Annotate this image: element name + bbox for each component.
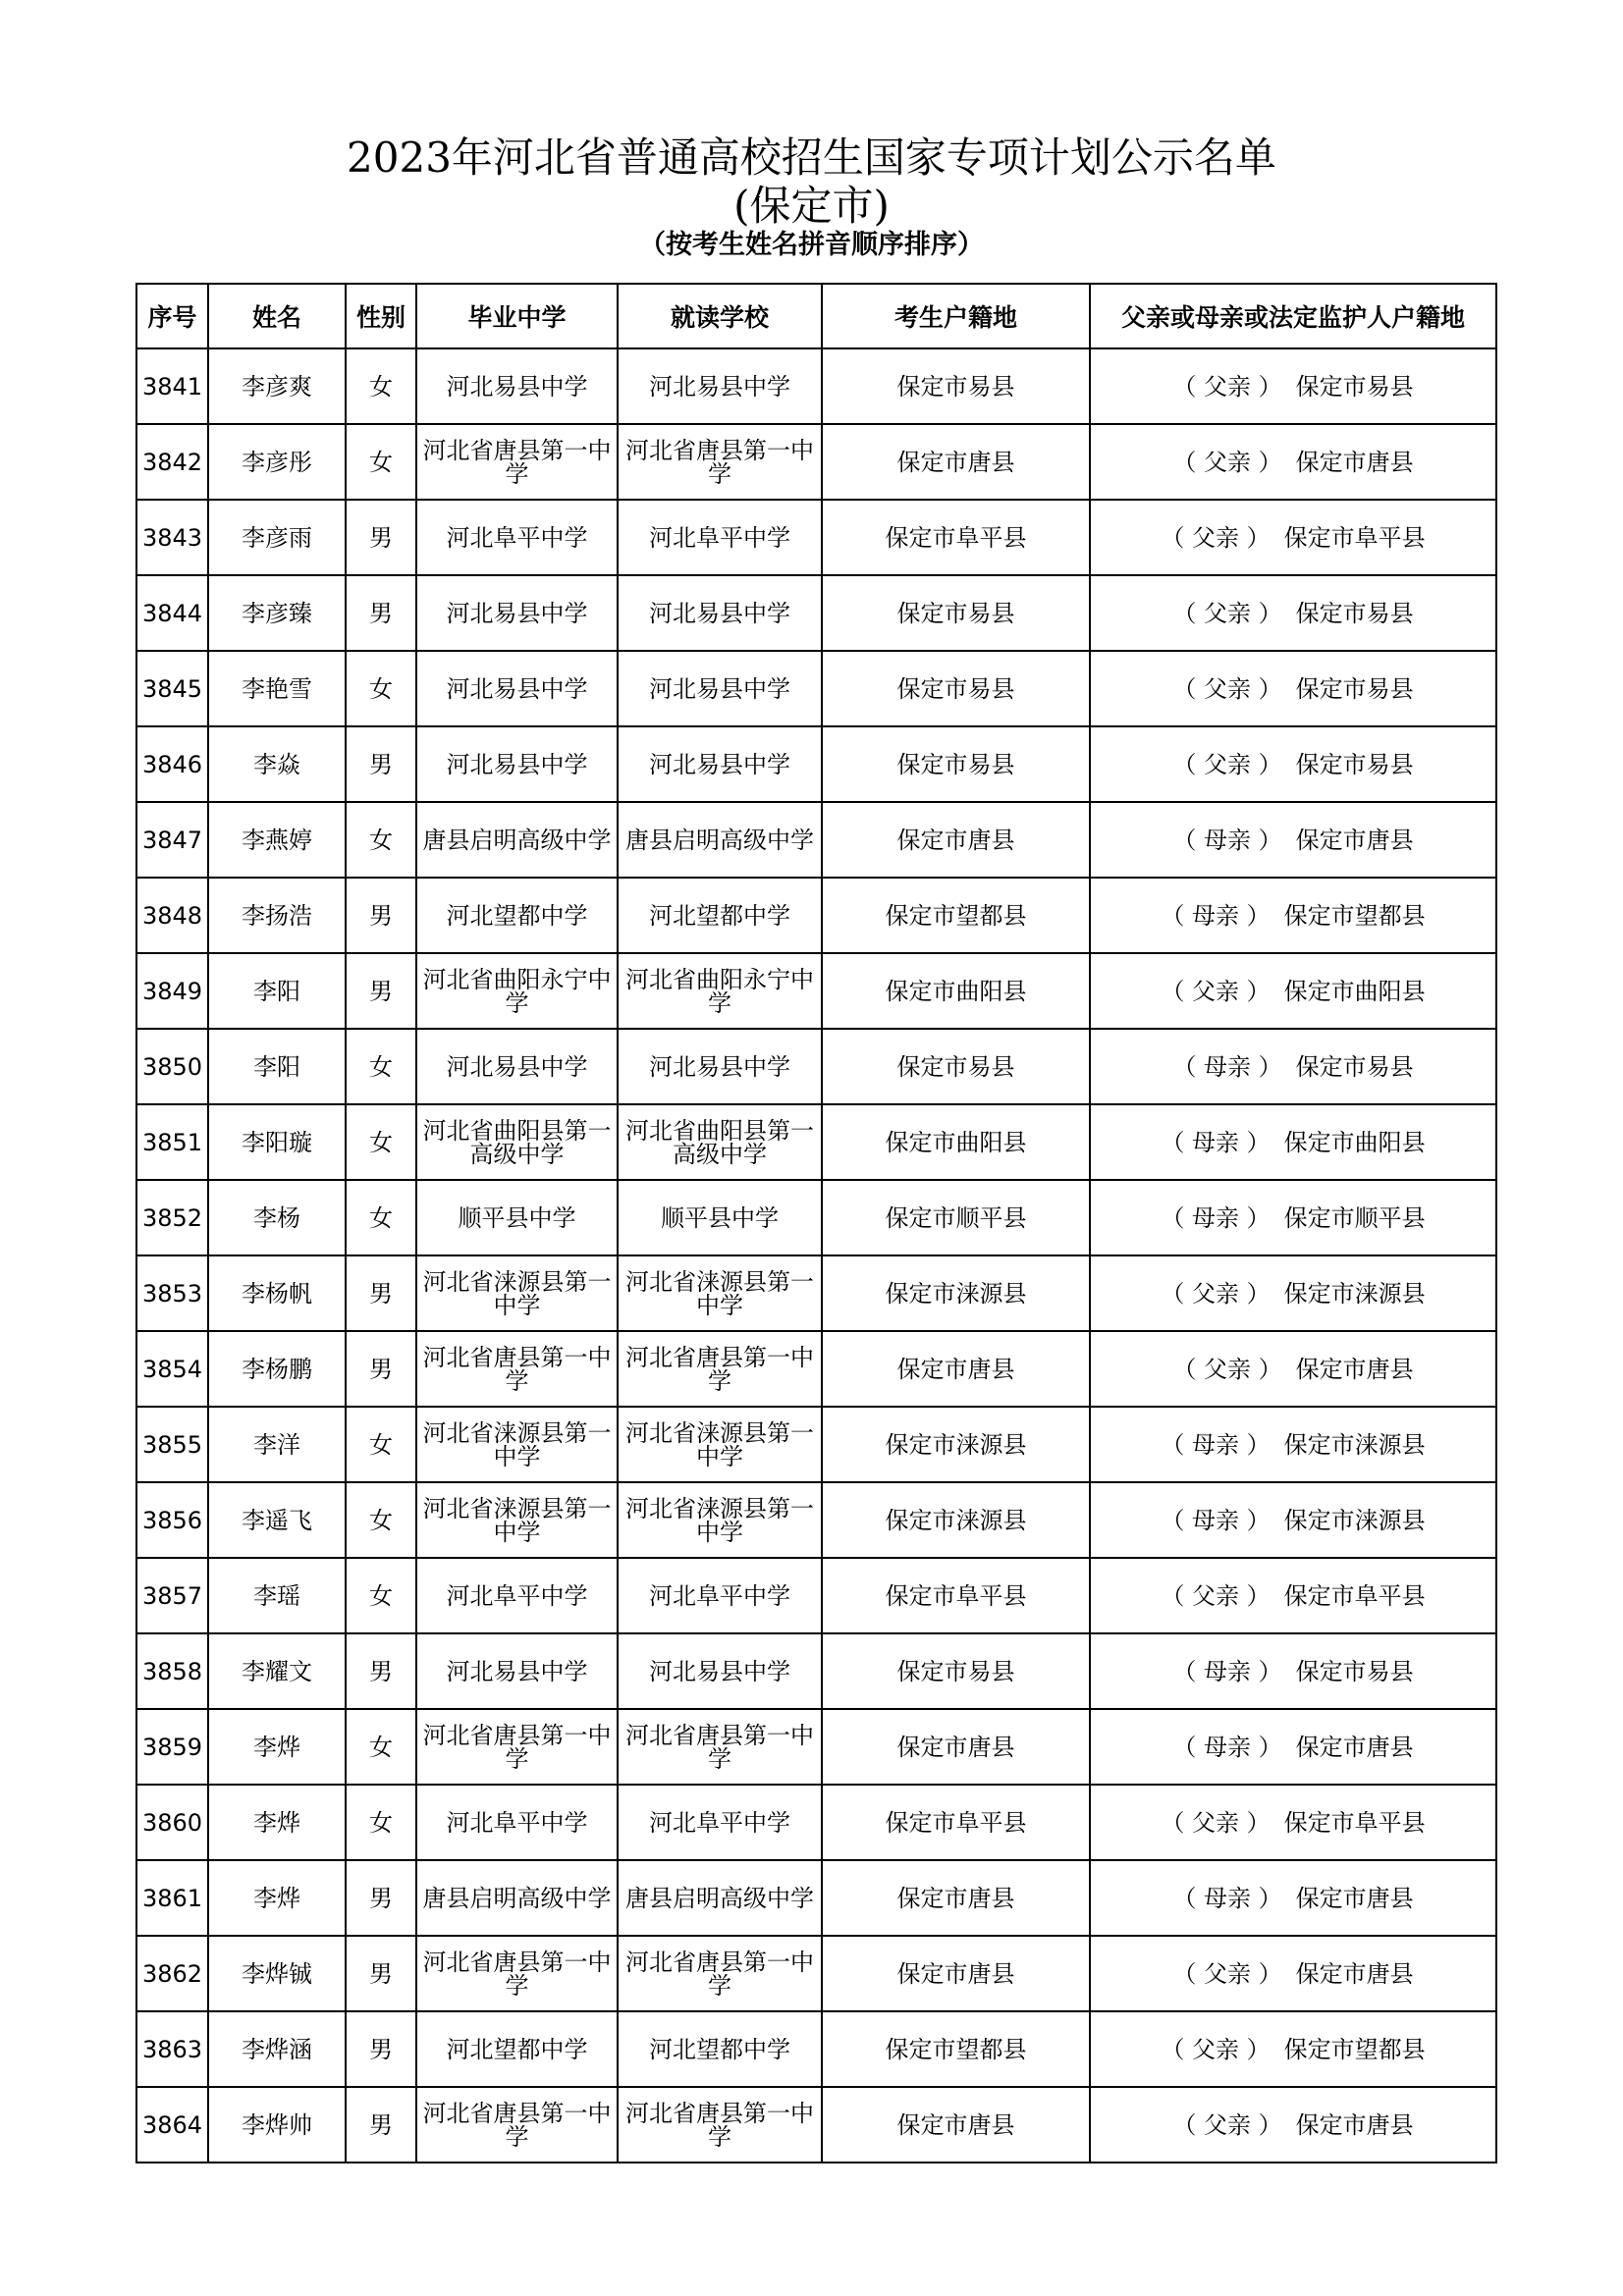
cell-student-residence: 保定市涞源县 — [822, 1407, 1090, 1482]
cell-gender: 女 — [346, 348, 416, 424]
guardian-residence: 保定市易县 — [1295, 1657, 1414, 1685]
guardian-residence: 保定市涞源县 — [1283, 1279, 1426, 1308]
guardian-residence: 保定市曲阳县 — [1283, 1128, 1426, 1156]
cell-gender: 女 — [346, 1482, 416, 1558]
guardian-relation: （ 父亲 ） — [1161, 2035, 1271, 2063]
cell-gender: 男 — [346, 878, 416, 953]
table-row — [136, 1255, 1496, 1331]
guardian-relation: （ 父亲 ） — [1172, 599, 1282, 627]
cell-current-school: 河北省曲阳县第一高级中学 — [618, 1104, 822, 1180]
cell-graduation-school: 河北阜平中学 — [416, 1558, 618, 1633]
guardian-residence: 保定市易县 — [1295, 750, 1414, 778]
cell-graduation-school: 河北望都中学 — [416, 2011, 618, 2087]
cell-name: 李遥飞 — [208, 1482, 346, 1558]
cell-gender: 男 — [346, 2011, 416, 2087]
cell-gender: 女 — [346, 1104, 416, 1180]
cell-current-school: 河北省涞源县第一中学 — [618, 1407, 822, 1482]
cell-name: 李彦臻 — [208, 575, 346, 651]
cell-gender: 男 — [346, 1633, 416, 1709]
cell-serial: 3862 — [136, 1936, 208, 2011]
header-graduation-school: 毕业中学 — [416, 284, 618, 348]
cell-guardian-residence — [1090, 1785, 1496, 1860]
cell-name: 李彦雨 — [208, 500, 346, 575]
cell-student-residence: 保定市阜平县 — [822, 1785, 1090, 1860]
cell-graduation-school: 唐县启明高级中学 — [416, 802, 618, 878]
table-row — [136, 1860, 1496, 1936]
table-row — [136, 1104, 1496, 1180]
cell-graduation-school: 河北易县中学 — [416, 726, 618, 802]
cell-current-school: 河北易县中学 — [618, 575, 822, 651]
table-row — [136, 726, 1496, 802]
cell-serial: 3844 — [136, 575, 208, 651]
guardian-relation: （ 父亲 ） — [1161, 1581, 1271, 1610]
cell-student-residence: 保定市易县 — [822, 726, 1090, 802]
cell-current-school: 河北省唐县第一中学 — [618, 2087, 822, 2163]
table-row — [136, 2011, 1496, 2087]
guardian-residence: 保定市易县 — [1295, 372, 1414, 400]
cell-graduation-school: 河北省唐县第一中学 — [416, 1331, 618, 1407]
document-subtitle: (保定市) — [733, 182, 890, 230]
cell-graduation-school: 河北省唐县第一中学 — [416, 424, 618, 500]
cell-gender: 男 — [346, 1255, 416, 1331]
cell-serial: 3848 — [136, 878, 208, 953]
header-gender: 性别 — [346, 284, 416, 348]
cell-guardian-residence — [1090, 500, 1496, 575]
cell-serial: 3858 — [136, 1633, 208, 1709]
cell-student-residence: 保定市曲阳县 — [822, 1104, 1090, 1180]
cell-serial: 3864 — [136, 2087, 208, 2163]
roster-table — [135, 283, 1497, 2163]
cell-guardian-residence — [1090, 1709, 1496, 1785]
cell-name: 李杨帆 — [208, 1255, 346, 1331]
cell-serial: 3852 — [136, 1180, 208, 1255]
cell-serial: 3859 — [136, 1709, 208, 1785]
header-student-residence: 考生户籍地 — [822, 284, 1090, 348]
cell-current-school: 河北望都中学 — [618, 2011, 822, 2087]
cell-guardian-residence — [1090, 1482, 1496, 1558]
guardian-relation: （ 父亲 ） — [1172, 750, 1282, 778]
guardian-relation: （ 母亲 ） — [1161, 1203, 1271, 1232]
cell-name: 李烨铖 — [208, 1936, 346, 2011]
guardian-relation: （ 母亲 ） — [1172, 1052, 1282, 1081]
guardian-relation: （ 母亲 ） — [1161, 1430, 1271, 1459]
cell-serial: 3856 — [136, 1482, 208, 1558]
cell-gender: 女 — [346, 1785, 416, 1860]
cell-guardian-residence — [1090, 348, 1496, 424]
cell-serial: 3847 — [136, 802, 208, 878]
cell-serial: 3857 — [136, 1558, 208, 1633]
cell-graduation-school: 唐县启明高级中学 — [416, 1860, 618, 1936]
cell-current-school: 河北望都中学 — [618, 878, 822, 953]
cell-gender: 男 — [346, 2087, 416, 2163]
guardian-relation: （ 母亲 ） — [1172, 1884, 1282, 1912]
cell-gender: 男 — [346, 953, 416, 1029]
guardian-residence: 保定市易县 — [1295, 599, 1414, 627]
cell-gender: 女 — [346, 1029, 416, 1104]
cell-serial: 3863 — [136, 2011, 208, 2087]
guardian-residence: 保定市易县 — [1295, 1052, 1414, 1081]
cell-guardian-residence — [1090, 878, 1496, 953]
cell-guardian-residence — [1090, 726, 1496, 802]
cell-graduation-school: 河北易县中学 — [416, 651, 618, 726]
cell-graduation-school: 河北省涞源县第一中学 — [416, 1255, 618, 1331]
table-row — [136, 1180, 1496, 1255]
cell-gender: 女 — [346, 1709, 416, 1785]
table-row — [136, 1029, 1496, 1104]
cell-graduation-school: 河北易县中学 — [416, 575, 618, 651]
cell-guardian-residence — [1090, 1407, 1496, 1482]
table-row — [136, 424, 1496, 500]
cell-gender: 女 — [346, 424, 416, 500]
guardian-residence: 保定市阜平县 — [1283, 523, 1426, 552]
cell-student-residence: 保定市阜平县 — [822, 1558, 1090, 1633]
guardian-relation: （ 父亲 ） — [1172, 372, 1282, 400]
cell-gender: 女 — [346, 1558, 416, 1633]
guardian-residence: 保定市唐县 — [1295, 448, 1414, 476]
cell-name: 李彦爽 — [208, 348, 346, 424]
table-row — [136, 575, 1496, 651]
cell-graduation-school: 河北省涞源县第一中学 — [416, 1407, 618, 1482]
cell-graduation-school: 河北省曲阳永宁中学 — [416, 953, 618, 1029]
header-serial: 序号 — [136, 284, 208, 348]
guardian-relation: （ 母亲 ） — [1172, 826, 1282, 854]
guardian-residence: 保定市唐县 — [1295, 1733, 1414, 1761]
cell-graduation-school: 河北易县中学 — [416, 1029, 618, 1104]
guardian-residence: 保定市望都县 — [1283, 2035, 1426, 2063]
cell-name: 李扬浩 — [208, 878, 346, 953]
guardian-residence: 保定市顺平县 — [1283, 1203, 1426, 1232]
cell-current-school: 河北省涞源县第一中学 — [618, 1482, 822, 1558]
cell-graduation-school: 河北望都中学 — [416, 878, 618, 953]
cell-student-residence: 保定市顺平县 — [822, 1180, 1090, 1255]
guardian-residence: 保定市涞源县 — [1283, 1506, 1426, 1534]
cell-current-school: 河北易县中学 — [618, 1633, 822, 1709]
cell-student-residence: 保定市唐县 — [822, 1331, 1090, 1407]
guardian-residence: 保定市涞源县 — [1283, 1430, 1426, 1459]
cell-gender: 女 — [346, 1180, 416, 1255]
cell-student-residence: 保定市唐县 — [822, 1860, 1090, 1936]
cell-current-school: 河北省涞源县第一中学 — [618, 1255, 822, 1331]
cell-student-residence: 保定市涞源县 — [822, 1482, 1090, 1558]
guardian-relation: （ 母亲 ） — [1172, 1733, 1282, 1761]
table-row — [136, 1407, 1496, 1482]
cell-name: 李烨 — [208, 1860, 346, 1936]
guardian-relation: （ 父亲 ） — [1172, 674, 1282, 703]
cell-graduation-school: 河北阜平中学 — [416, 500, 618, 575]
cell-guardian-residence — [1090, 1331, 1496, 1407]
cell-guardian-residence — [1090, 651, 1496, 726]
guardian-relation: （ 父亲 ） — [1161, 977, 1271, 1005]
table-header-row — [136, 284, 1496, 348]
cell-current-school: 河北省唐县第一中学 — [618, 1936, 822, 2011]
guardian-residence: 保定市阜平县 — [1283, 1581, 1426, 1610]
cell-student-residence: 保定市易县 — [822, 1633, 1090, 1709]
cell-guardian-residence — [1090, 575, 1496, 651]
cell-student-residence: 保定市唐县 — [822, 1709, 1090, 1785]
table-row — [136, 1558, 1496, 1633]
cell-serial: 3849 — [136, 953, 208, 1029]
cell-student-residence: 保定市易县 — [822, 348, 1090, 424]
cell-student-residence: 保定市唐县 — [822, 424, 1090, 500]
cell-gender: 男 — [346, 575, 416, 651]
cell-guardian-residence — [1090, 802, 1496, 878]
cell-student-residence: 保定市唐县 — [822, 2087, 1090, 2163]
table-row — [136, 953, 1496, 1029]
cell-student-residence: 保定市易县 — [822, 575, 1090, 651]
cell-gender: 女 — [346, 802, 416, 878]
cell-current-school: 河北易县中学 — [618, 726, 822, 802]
cell-name: 李燕婷 — [208, 802, 346, 878]
cell-name: 李瑶 — [208, 1558, 346, 1633]
guardian-relation: （ 父亲 ） — [1172, 1959, 1282, 1988]
table-row — [136, 2087, 1496, 2163]
cell-name: 李烨 — [208, 1709, 346, 1785]
sort-note: （按考生姓名拼音顺序排序） — [639, 230, 984, 260]
cell-guardian-residence — [1090, 1936, 1496, 2011]
guardian-relation: （ 母亲 ） — [1172, 1657, 1282, 1685]
cell-current-school: 河北易县中学 — [618, 1029, 822, 1104]
cell-serial: 3843 — [136, 500, 208, 575]
cell-current-school: 河北易县中学 — [618, 651, 822, 726]
cell-gender: 女 — [346, 1407, 416, 1482]
cell-gender: 男 — [346, 1860, 416, 1936]
cell-current-school: 河北阜平中学 — [618, 1558, 822, 1633]
guardian-residence: 保定市阜平县 — [1283, 1808, 1426, 1837]
cell-graduation-school: 河北阜平中学 — [416, 1785, 618, 1860]
cell-name: 李烨涵 — [208, 2011, 346, 2087]
cell-graduation-school: 河北省唐县第一中学 — [416, 1709, 618, 1785]
cell-student-residence: 保定市曲阳县 — [822, 953, 1090, 1029]
guardian-relation: （ 父亲 ） — [1161, 1808, 1271, 1837]
cell-name: 李阳 — [208, 1029, 346, 1104]
table-row — [136, 500, 1496, 575]
cell-current-school: 河北阜平中学 — [618, 500, 822, 575]
cell-name: 李阳璇 — [208, 1104, 346, 1180]
cell-name: 李烨帅 — [208, 2087, 346, 2163]
cell-current-school: 河北省唐县第一中学 — [618, 1709, 822, 1785]
guardian-residence: 保定市唐县 — [1295, 1884, 1414, 1912]
guardian-residence: 保定市曲阳县 — [1283, 977, 1426, 1005]
cell-student-residence: 保定市唐县 — [822, 1936, 1090, 2011]
document-title: 2023年河北省普通高校招生国家专项计划公示名单 — [347, 133, 1276, 182]
cell-guardian-residence — [1090, 424, 1496, 500]
cell-serial: 3854 — [136, 1331, 208, 1407]
cell-current-school: 河北省唐县第一中学 — [618, 424, 822, 500]
cell-current-school: 顺平县中学 — [618, 1180, 822, 1255]
table-row — [136, 1785, 1496, 1860]
table-row — [136, 1331, 1496, 1407]
cell-serial: 3860 — [136, 1785, 208, 1860]
cell-graduation-school: 顺平县中学 — [416, 1180, 618, 1255]
cell-graduation-school: 河北省唐县第一中学 — [416, 2087, 618, 2163]
cell-serial: 3861 — [136, 1860, 208, 1936]
cell-name: 李阳 — [208, 953, 346, 1029]
cell-gender: 女 — [346, 651, 416, 726]
cell-gender: 男 — [346, 1936, 416, 2011]
guardian-relation: （ 母亲 ） — [1161, 901, 1271, 930]
cell-guardian-residence — [1090, 953, 1496, 1029]
cell-guardian-residence — [1090, 1860, 1496, 1936]
cell-student-residence: 保定市易县 — [822, 651, 1090, 726]
cell-name: 李耀文 — [208, 1633, 346, 1709]
guardian-relation: （ 父亲 ） — [1172, 2110, 1282, 2139]
table-row — [136, 1936, 1496, 2011]
cell-current-school: 河北阜平中学 — [618, 1785, 822, 1860]
cell-serial: 3853 — [136, 1255, 208, 1331]
guardian-residence: 保定市唐县 — [1295, 1355, 1414, 1383]
cell-current-school: 河北省曲阳永宁中学 — [618, 953, 822, 1029]
cell-serial: 3850 — [136, 1029, 208, 1104]
cell-serial: 3841 — [136, 348, 208, 424]
table-row — [136, 802, 1496, 878]
cell-serial: 3855 — [136, 1407, 208, 1482]
cell-current-school: 唐县启明高级中学 — [618, 802, 822, 878]
table-row — [136, 651, 1496, 726]
guardian-residence: 保定市唐县 — [1295, 1959, 1414, 1988]
cell-guardian-residence — [1090, 1255, 1496, 1331]
cell-guardian-residence — [1090, 2087, 1496, 2163]
table-row — [136, 1633, 1496, 1709]
cell-serial: 3842 — [136, 424, 208, 500]
cell-current-school: 唐县启明高级中学 — [618, 1860, 822, 1936]
cell-serial: 3846 — [136, 726, 208, 802]
cell-student-residence: 保定市阜平县 — [822, 500, 1090, 575]
cell-graduation-school: 河北省曲阳县第一高级中学 — [416, 1104, 618, 1180]
cell-guardian-residence — [1090, 1180, 1496, 1255]
cell-guardian-residence — [1090, 1558, 1496, 1633]
cell-graduation-school: 河北易县中学 — [416, 348, 618, 424]
guardian-relation: （ 父亲 ） — [1161, 523, 1271, 552]
cell-student-residence: 保定市望都县 — [822, 878, 1090, 953]
header-guardian-residence: 父亲或母亲或法定监护人户籍地 — [1090, 284, 1496, 348]
cell-guardian-residence — [1090, 1633, 1496, 1709]
cell-gender: 男 — [346, 500, 416, 575]
cell-serial: 3851 — [136, 1104, 208, 1180]
cell-name: 李洋 — [208, 1407, 346, 1482]
cell-student-residence: 保定市易县 — [822, 1029, 1090, 1104]
cell-guardian-residence — [1090, 1029, 1496, 1104]
header-current-school: 就读学校 — [618, 284, 822, 348]
cell-name: 李艳雪 — [208, 651, 346, 726]
cell-name: 李杨 — [208, 1180, 346, 1255]
guardian-relation: （ 母亲 ） — [1161, 1128, 1271, 1156]
table-row — [136, 348, 1496, 424]
cell-graduation-school: 河北易县中学 — [416, 1633, 618, 1709]
cell-student-residence: 保定市涞源县 — [822, 1255, 1090, 1331]
cell-name: 李彦彤 — [208, 424, 346, 500]
cell-current-school: 河北省唐县第一中学 — [618, 1331, 822, 1407]
cell-name: 李杨鹏 — [208, 1331, 346, 1407]
guardian-residence: 保定市易县 — [1295, 674, 1414, 703]
cell-name: 李烨 — [208, 1785, 346, 1860]
table-body — [136, 348, 1496, 2163]
guardian-relation: （ 父亲 ） — [1172, 1355, 1282, 1383]
cell-name: 李焱 — [208, 726, 346, 802]
guardian-relation: （ 父亲 ） — [1172, 448, 1282, 476]
cell-graduation-school: 河北省涞源县第一中学 — [416, 1482, 618, 1558]
cell-gender: 男 — [346, 726, 416, 802]
cell-guardian-residence — [1090, 2011, 1496, 2087]
header-name: 姓名 — [208, 284, 346, 348]
guardian-residence: 保定市唐县 — [1295, 2110, 1414, 2139]
guardian-relation: （ 母亲 ） — [1161, 1506, 1271, 1534]
table-row — [136, 878, 1496, 953]
cell-student-residence: 保定市唐县 — [822, 802, 1090, 878]
table-row — [136, 1709, 1496, 1785]
cell-guardian-residence — [1090, 1104, 1496, 1180]
guardian-residence: 保定市望都县 — [1283, 901, 1426, 930]
table-row — [136, 1482, 1496, 1558]
cell-current-school: 河北易县中学 — [618, 348, 822, 424]
cell-gender: 男 — [346, 1331, 416, 1407]
cell-serial: 3845 — [136, 651, 208, 726]
guardian-residence: 保定市唐县 — [1295, 826, 1414, 854]
cell-student-residence: 保定市望都县 — [822, 2011, 1090, 2087]
cell-graduation-school: 河北省唐县第一中学 — [416, 1936, 618, 2011]
guardian-relation: （ 父亲 ） — [1161, 1279, 1271, 1308]
